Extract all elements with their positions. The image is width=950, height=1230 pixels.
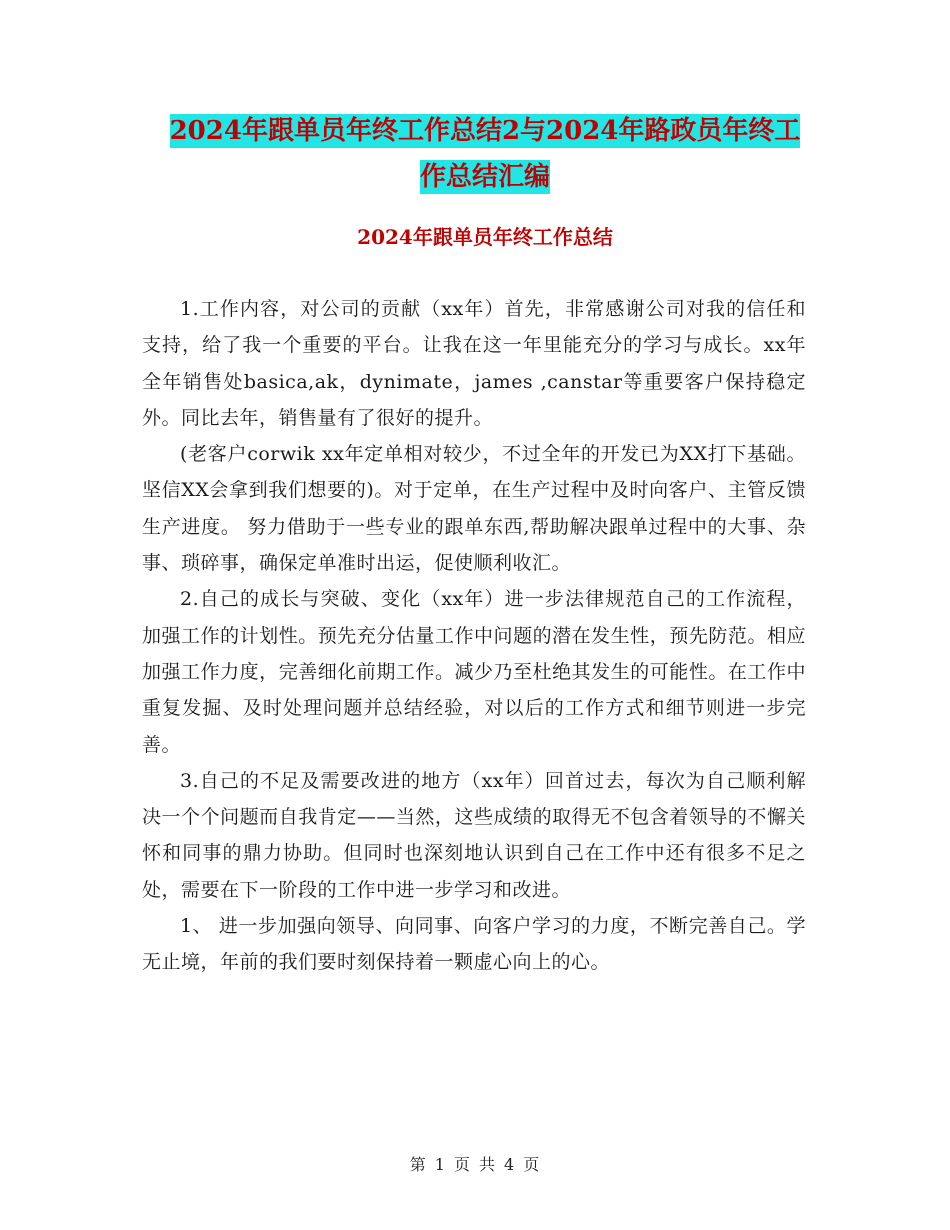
paragraph-3: 2.自己的成长与突破、变化（xx年）进一步法律规范自己的工作流程，加强工作的计划性。预先充分估量工作中问题的潜在发生性，预先防范。相应加强工作力度，完善细化前期工作。减少乃至杜绝其发生的可能性。在工作中重复发掘、及时处理问题并总结经验，对以后的工作方式和细节则进一步完善。 bbox=[142, 588, 806, 756]
document-title-line-2: 作总结汇编 bbox=[419, 162, 550, 192]
footer-total-pages: 4 bbox=[504, 1155, 516, 1174]
document-body bbox=[142, 291, 806, 981]
footer-page-number: 1 bbox=[434, 1155, 446, 1174]
paragraph-4: 3.自己的不足及需要改进的地方（xx年）回首过去，每次为自己顺利解决一个个问题而自我肯定——当然，这些成绩的取得无不包含着领导的不懈关怀和同事的鼎力协助。但同时也深刻地认识到自己在工作中还有很多不足之处，需要在下一阶段的工作中进一步学习和改进。 bbox=[142, 769, 806, 901]
paragraph-5: 1、 进一步加强向领导、向同事、向客户学习的力度，不断完善自己。学无止境，年前的我们要时刻保持着一颗虚心向上的心。 bbox=[142, 915, 806, 974]
paragraph-2: (老客户corwik xx年定单相对较少，不过全年的开发已为XX打下基础。坚信XX会拿到我们想要的)。对于定单，在生产过程中及时向客户、主管反馈生产进度。 努力借助于一些专业的跟单东西,帮助解决跟单过程中的大事、杂事、琐碎事，确保定单准时出运，促使顺利收汇。 bbox=[142, 443, 806, 575]
footer-total-unit: 页 bbox=[523, 1155, 541, 1174]
footer-page-label: 第 bbox=[409, 1155, 427, 1174]
section-title: 2024年跟单员年终工作总结 bbox=[357, 225, 613, 249]
footer-total-label: 共 bbox=[479, 1155, 497, 1174]
document-title bbox=[140, 108, 830, 200]
footer-page-unit: 页 bbox=[453, 1155, 471, 1174]
document-title-line-1: 2024年跟单员年终工作总结2与2024年路政员年终工 bbox=[169, 116, 801, 146]
paragraph-1: 1.工作内容，对公司的贡献（xx年）首先，非常感谢公司对我的信任和支持，给了我一个重要的平台。让我在这一年里能充分的学习与成长。xx年全年销售处basica,ak，dynimate，james ,canstar等重要客户保持稳定外。同比去年，销售量有了很好的提升。 bbox=[142, 298, 806, 429]
page-footer bbox=[0, 1152, 950, 1175]
